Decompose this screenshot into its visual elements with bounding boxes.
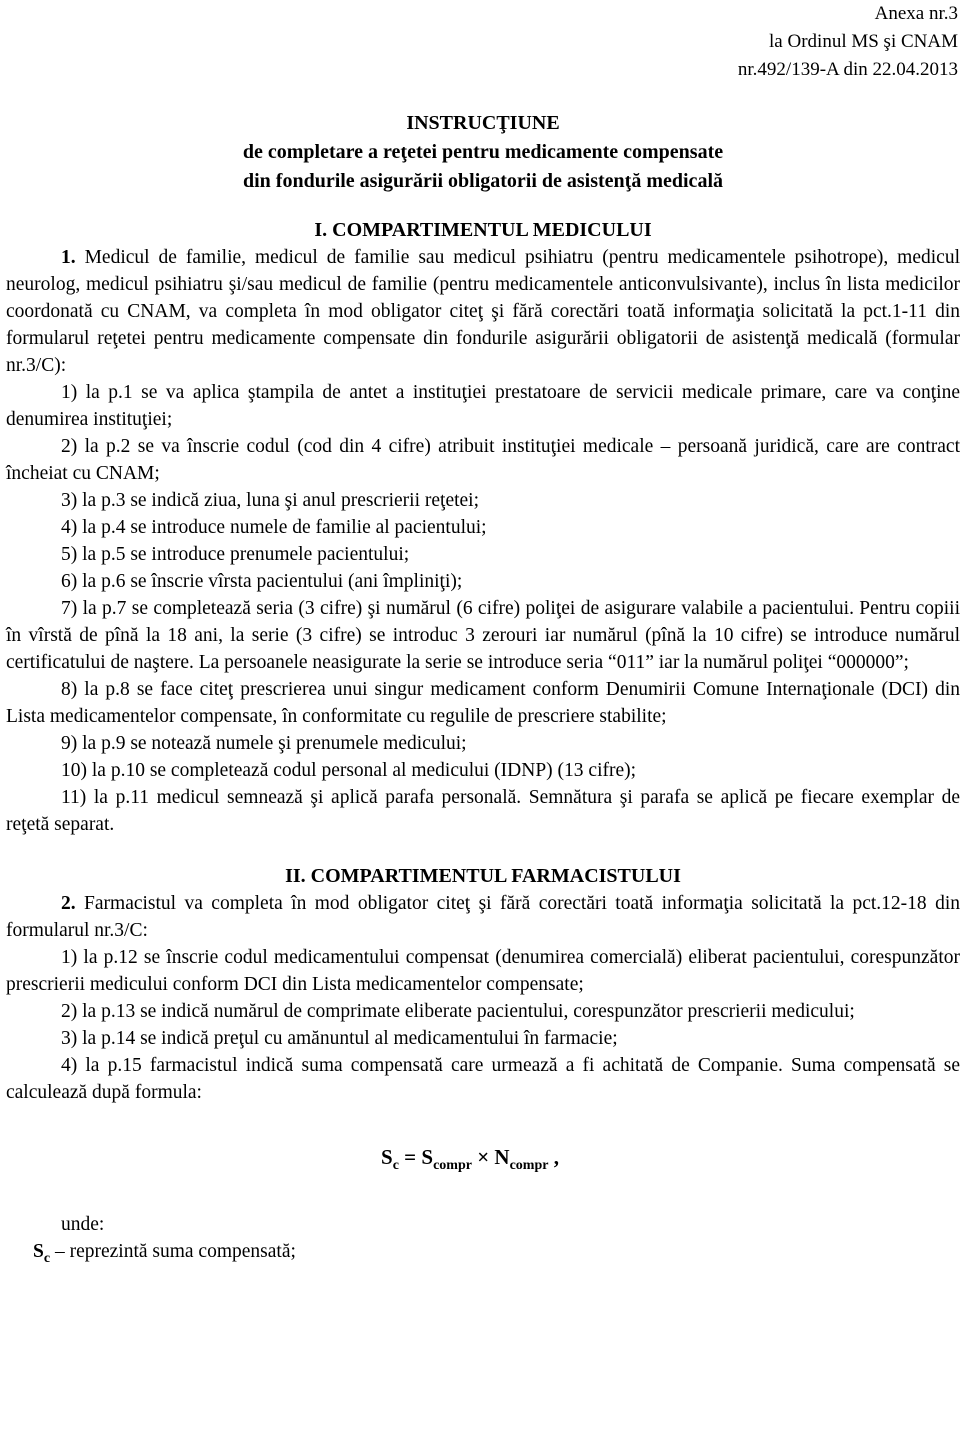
paragraph-text: Medicul de familie, medicul de familie sau medicul psihiatru (pentru medicamentele psihotrope), medicul neurolog, medicul psihiatru şi/sau medicul de familie (pentru medicamentele anticonvulsivante), inclus în lista medicilor coordonată cu CNAM, va completa în mod obligator citeţ şi fără corectări toată informaţia solicitată la pct.1-11 din formularul reţetei pentru medicamente compensate din fondurile asigurării obligatorii de asistenţă medicală (formular nr.3/C): bbox=[6, 247, 960, 376]
list-item: 11) la p.11 medicul semnează şi aplică parafa personală. Semnătura şi parafa se aplică pe fiecare exemplar de reţetă separat. bbox=[6, 787, 960, 835]
list-item: 1) la p.1 se va aplica ştampila de antet a instituţiei prestatoare de servicii medicale primare, care va conţine denumirea instituţiei; bbox=[6, 382, 960, 430]
document-title bbox=[6, 109, 960, 196]
list-item: 3) la p.14 se indică preţul cu amănuntul al medicamentului în farmacie; bbox=[61, 1028, 618, 1049]
list-item: 2) la p.13 se indică numărul de comprimate eliberate pacientului, corespunzător prescrierii medicului; bbox=[61, 1001, 855, 1022]
definition-subscript: c bbox=[43, 1251, 51, 1266]
where-label: unde: bbox=[61, 1214, 105, 1235]
section-intro bbox=[6, 244, 960, 379]
list-item: 2) la p.2 se va înscrie codul (cod din 4 cifre) atribuit instituţiei medicale – persoană juridică, care are contract încheiat cu CNAM; bbox=[6, 436, 960, 484]
list-item: 1) la p.12 se înscrie codul medicamentului compensat (denumirea comercială) eliberat pacientului, corespunzător prescrierii medicului conform DCI din Lista medicamentelor compensate; bbox=[6, 947, 960, 995]
list-item: 10) la p.10 se completează codul personal al medicului (IDNP) (13 cifre); bbox=[61, 760, 637, 781]
formula-part: = S bbox=[398, 1145, 434, 1169]
list-item: 8) la p.8 se face citeţ prescrierea unui singur medicament conform Denumirii Comune Internaţionale (DCI) din Lista medicamentelor compensate, în conformitate cu regulile de prescriere stabilite; bbox=[6, 679, 960, 727]
title-line: din fondurile asigurării obligatorii de asistenţă medicală bbox=[242, 170, 723, 192]
definition-text: – reprezintă suma compensată; bbox=[50, 1241, 296, 1262]
list-item: 5) la p.5 se introduce prenumele pacientului; bbox=[61, 544, 410, 565]
annex-line: la Ordinul MS şi CNAM bbox=[769, 31, 958, 52]
section-heading: I. COMPARTIMENTUL MEDICULUI bbox=[314, 219, 652, 241]
section-heading: II. COMPARTIMENTUL FARMACISTULUI bbox=[285, 865, 681, 887]
annex-line: Anexa nr.3 bbox=[874, 3, 958, 24]
list-item: 6) la p.6 se înscrie vîrsta pacientului (ani împliniţi); bbox=[61, 571, 463, 592]
list-item: 3) la p.3 se indică ziua, luna şi anul prescrierii reţetei; bbox=[61, 490, 480, 511]
paragraph-number: 2. bbox=[61, 893, 76, 914]
formula-subscript: c bbox=[392, 1158, 399, 1173]
list-item: 7) la p.7 se completează seria (3 cifre) şi numărul (6 cifre) poliţei de asigurare valabile a pacientului. Pentru copiii în vîrstă de pînă la 18 ani, la serie (3 cifre) se introduc 3 zerouri iar numărul (pînă la 10 cifre) se introduce numărul certificatului de naştere. La persoanele neasigurate la serie se introduce seria “011” iar la numărul poliţei “000000”; bbox=[6, 598, 960, 673]
list-item: 4) la p.15 farmacistul indică suma compensată care urmează a fi achitată de Companie. Suma compensată se calculează după formula: bbox=[6, 1055, 960, 1103]
formula-part: S bbox=[381, 1145, 393, 1169]
formula-subscript: compr bbox=[509, 1158, 549, 1173]
annex-line: nr.492/139-A din 22.04.2013 bbox=[737, 59, 958, 80]
formula-part: , bbox=[548, 1145, 559, 1169]
compensation-formula bbox=[381, 1142, 960, 1181]
title-line: INSTRUCŢIUNE bbox=[406, 112, 560, 134]
annex-header bbox=[6, 0, 960, 84]
formula-definition bbox=[33, 1238, 960, 1272]
paragraph-text: Farmacistul va completa în mod obligator citeţ şi fără corectări toată informaţia solicitată la pct.12-18 din formularul nr.3/C: bbox=[6, 893, 960, 941]
paragraph-number: 1. bbox=[61, 247, 76, 268]
list-item: 9) la p.9 se notează numele şi prenumele medicului; bbox=[61, 733, 467, 754]
section-intro bbox=[6, 890, 960, 944]
title-line: de completare a reţetei pentru medicamente compensate bbox=[242, 141, 724, 163]
definition-symbol: S bbox=[33, 1241, 44, 1262]
formula-part: × N bbox=[471, 1145, 510, 1169]
formula-subscript: compr bbox=[433, 1158, 472, 1173]
list-item: 4) la p.4 se introduce numele de familie al pacientului; bbox=[61, 517, 487, 538]
document-page bbox=[6, 0, 960, 1272]
